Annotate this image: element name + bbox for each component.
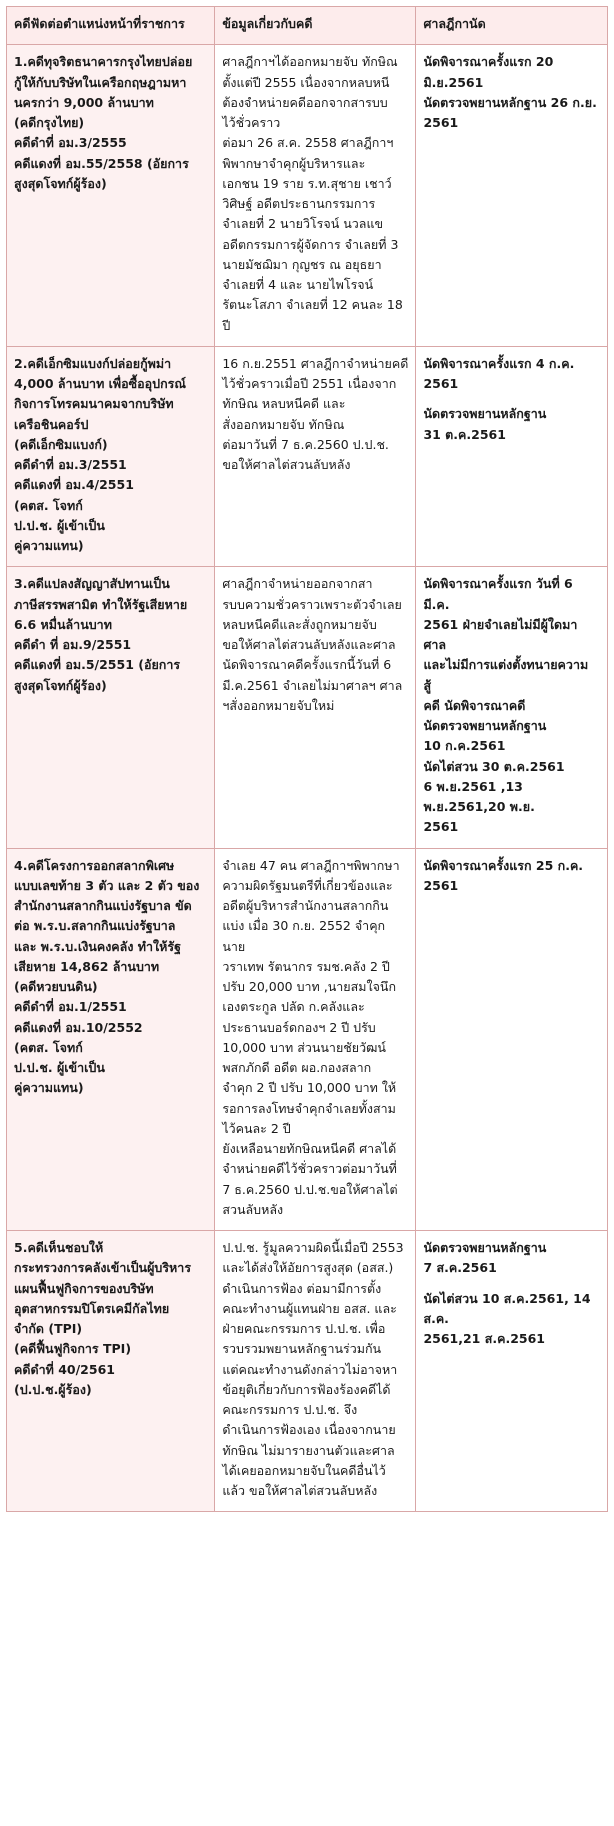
appointment-line: นัดไต่สวน 10 ส.ค.2561, 14 ส.ค.: [423, 1290, 591, 1326]
detail-line: จำเลย 47 คน ศาลฎีกาฯพิพากษา: [222, 857, 400, 873]
case-line: สำนักงานสลากกินแบ่งรัฐบาล ขัด: [14, 898, 192, 913]
detail-line: วิศิษฐ์ อดีตประธานกรรมการ: [222, 196, 376, 211]
detail-line: ศาลฎีกาฯได้ออกหมายจับ ทักษิณ: [222, 54, 398, 70]
table-body: [7, 45, 608, 1512]
detail-line: อดีตกรรมการผู้จัดการ จำเลยที่ 3: [222, 236, 399, 252]
case-line: อุตสาหกรรมปิโตรเคมีกัลไทย: [14, 1300, 170, 1316]
case-line: คดีดำ ที่ อม.9/2551: [14, 637, 132, 652]
cell-appointment: [416, 1231, 608, 1512]
case-line: 6.6 หมื่นล้านบาท: [14, 616, 112, 632]
case-line: เสียหาย 14,862 ล้านบาท: [14, 958, 160, 974]
case-line: ป.ป.ช. ผู้เข้าเป็น: [14, 1060, 105, 1075]
case-line: คดีดำที่ 40/2561: [14, 1361, 115, 1377]
table-row: [7, 567, 608, 848]
appointment-line: นัดไต่สวน 30 ต.ค.2561: [423, 758, 565, 774]
case-line: 4.คดีโครงการออกสลากพิเศษ: [14, 857, 175, 873]
cell-case: [7, 346, 215, 567]
case-line: เครือชินคอร์ป: [14, 416, 89, 432]
detail-line: จำคุก 2 ปี ปรับ 10,000 บาท ให้: [222, 1080, 397, 1096]
case-line: คดีแดงที่ อม.55/2558 (อัยการ: [14, 155, 189, 171]
detail-line: ประธานบอร์ดกองฯ 2 ปี ปรับ: [222, 1019, 376, 1035]
case-line: คดีดำที่ อม.3/2551: [14, 457, 127, 472]
table-row: [7, 346, 608, 567]
detail-line: ต้องจำหน่ายคดีออกจากสารบบ: [222, 94, 388, 110]
case-line: คู่ความแทน): [14, 538, 84, 553]
detail-line: ทักษิณ ไม่มารายงานตัวและศาล: [222, 1442, 395, 1458]
table-header-row: [7, 7, 608, 45]
detail-line: พิพากษาจำคุกผู้บริหารและ: [222, 155, 366, 171]
cell-case: [7, 1231, 215, 1512]
detail-line: ไว้ชั่วคราวเมื่อปี 2551 เนื่องจาก: [222, 376, 397, 391]
detail-line: ปรับ 20,000 บาท ,นายสมใจนึก: [222, 979, 397, 994]
appointment-line: 2561: [423, 115, 459, 130]
case-line: สูงสุดโจทก์ผู้ร้อง): [14, 677, 107, 693]
case-line: (คดีหวยบนดิน): [14, 979, 98, 994]
detail-line: ต่อมาวันที่ 7 ธ.ค.2560 ป.ป.ช.: [222, 436, 389, 452]
detail-line: นัดพิจารณาคดีครั้งแรกนี้วันที่ 6: [222, 657, 392, 673]
cell-appointment: [416, 567, 608, 848]
case-line: จำกัด (TPI): [14, 1321, 83, 1336]
detail-line: แบ่ง เมื่อ 30 ก.ย. 2552 จำคุก นาย: [222, 918, 386, 954]
detail-line: ทักษิณ หลบหนีคดี และ: [222, 396, 346, 412]
detail-line: สวนลับหลัง: [222, 1201, 284, 1217]
case-line: คดีแดงที่ อม.10/2552: [14, 1019, 143, 1035]
cell-appointment: [416, 848, 608, 1231]
detail-line: เองตระกูล ปลัด ก.คลังและ: [222, 999, 365, 1015]
detail-line: นายมัชฌิมา กุญชร ณ อยุธยา: [222, 256, 382, 272]
detail-line: รอการลงโทษจำคุกจำเลยทั้งสาม: [222, 1100, 396, 1116]
appointment-line: คดี นัดพิจารณาคดี: [423, 697, 526, 713]
case-table: [6, 6, 608, 1512]
cell-appointment: [416, 346, 608, 567]
table-row: [7, 45, 608, 347]
detail-line: วราเทพ รัตนากร รมช.คลัง 2 ปี: [222, 958, 390, 974]
appointment-line: 31 ต.ค.2561: [423, 426, 506, 442]
appointment-line: 2561 ฝ่ายจำเลยไม่มีผู้ใดมาศาล: [423, 616, 578, 652]
case-line: คู่ความแทน): [14, 1080, 84, 1096]
detail-line: ป.ป.ช. รู้มูลความผิดนี้เมื่อปี 2553: [222, 1240, 404, 1255]
detail-line: แต่คณะทำงานดังกล่าวไม่อาจหา: [222, 1361, 398, 1377]
detail-line: 16 ก.ย.2551 ศาลฎีกาจำหน่ายคดี: [222, 355, 409, 371]
cell-detail: [215, 848, 416, 1231]
appointment-line: 2561: [423, 819, 459, 835]
case-line: กระทรวงการคลังเข้าเป็นผู้บริหาร: [14, 1260, 192, 1276]
detail-line: เอกชน 19 ราย ร.ท.สุชาย เชาว์: [222, 175, 392, 191]
detail-line: รวบรวมพยานหลักฐานร่วมกัน: [222, 1341, 382, 1357]
appointment-line: นัดตรวจพยานหลักฐาน 26 ก.ย.: [423, 94, 597, 110]
detail-line: รัตนะโสภา จำเลยที่ 12 คนละ 18: [222, 297, 403, 313]
case-line: 4,000 ล้านบาท เพื่อซื้ออุปกรณ์: [14, 376, 186, 391]
detail-line: คณะทำงานผู้แทนฝ่าย อสส. และ: [222, 1300, 397, 1316]
appointment-line: 7 ส.ค.2561: [423, 1260, 497, 1276]
detail-line: อดีตผู้บริหารสำนักงานสลากกิน: [222, 898, 389, 913]
table-row: [7, 848, 608, 1231]
case-line: แผนฟื้นฟูกิจการของบริษัท: [14, 1280, 154, 1296]
detail-line: ศาลฎีกาจำหน่ายออกจากสา: [222, 576, 373, 592]
cell-detail: [215, 567, 416, 848]
case-line: และ พ.ร.บ.เงินคงคลัง ทำให้รัฐ: [14, 938, 181, 954]
case-line: 3.คดีแปลงสัญญาสัปทานเป็น: [14, 576, 170, 592]
detail-line: จำเลยที่ 2 นายวิโรจน์ นวลแข: [222, 216, 384, 232]
cell-detail: [215, 1231, 416, 1512]
case-line: (คดีกรุงไทย): [14, 115, 85, 130]
detail-line: แล้ว ขอให้ศาลไต่สวนลับหลัง: [222, 1483, 378, 1498]
case-line: (คตส. โจทก์: [14, 1039, 83, 1055]
appointment-line: นัดพิจารณาครั้งแรก วันที่ 6 มี.ค.: [423, 576, 573, 612]
column-header-appointment: ศาลฎีกานัด: [416, 7, 608, 45]
detail-line: ตั้งแต่ปี 2555 เนื่องจากหลบหนี: [222, 74, 390, 90]
appointment-line: นัดตรวจพยานหลักฐาน: [423, 406, 547, 422]
appointment-line: นัดพิจารณาครั้งแรก 20 มิ.ย.2561: [423, 54, 554, 90]
case-line: (คดีเอ็กซิมแบงก์): [14, 436, 108, 452]
case-line: คดีแดงที่ อม.4/2551: [14, 477, 134, 493]
detail-line: ต่อมา 26 ส.ค. 2558 ศาลฎีกาฯ: [222, 135, 394, 151]
case-line: คดีดำที่ อม.1/2551: [14, 999, 127, 1015]
detail-line: 7 ธ.ค.2560 ป.ป.ช.ขอให้ศาลไต่: [222, 1181, 398, 1197]
case-line: 1.คดีทุจริตธนาคารกรุงไทยปล่อย: [14, 54, 193, 70]
appointment-line: นัดตรวจพยานหลักฐาน: [423, 718, 547, 733]
detail-line: สั่งออกหมายจับ ทักษิณ: [222, 416, 345, 432]
case-line: ป.ป.ช. ผู้เข้าเป็น: [14, 517, 105, 533]
cell-case: [7, 567, 215, 848]
case-line: (คดีฟื้นฟูกิจการ TPI): [14, 1341, 132, 1357]
appointment-line: นัดตรวจพยานหลักฐาน: [423, 1240, 547, 1255]
detail-line: คณะกรรมการ ป.ป.ช. จึง: [222, 1402, 358, 1417]
column-header-detail: ข้อมูลเกี่ยวกับคดี: [215, 7, 416, 45]
detail-line: ฝ่ายคณะกรรมการ ป.ป.ช. เพื่อ: [222, 1321, 386, 1336]
case-line: (ป.ป.ช.ผู้ร้อง): [14, 1381, 92, 1397]
cell-case: [7, 45, 215, 347]
detail-line: ความผิดรัฐมนตรีที่เกี่ยวข้องและ: [222, 877, 393, 893]
case-line: แบบเลขท้าย 3 ตัว และ 2 ตัว ของ: [14, 877, 200, 893]
detail-line: ปี: [222, 317, 231, 333]
case-line: 5.คดีเห็นชอบให้: [14, 1240, 104, 1255]
case-line: กู้ให้กับบริษัทในเครือกฤษฎามหา: [14, 74, 187, 90]
column-header-case: คดีฟัดต่อตำแหน่งหน้าที่ราชการ: [7, 7, 215, 45]
appointment-line: นัดพิจารณาครั้งแรก 4 ก.ค. 2561: [423, 355, 575, 391]
cell-appointment: [416, 45, 608, 347]
detail-line: ขอให้ศาลไต่สวนลับหลังและศาล: [222, 637, 396, 652]
detail-line: ได้เคยออกหมายจับในคดีอื่นไว้: [222, 1462, 386, 1478]
table-row: [7, 1231, 608, 1512]
appointment-line: 6 พ.ย.2561 ,13 พ.ย.2561,20 พ.ย.: [423, 778, 535, 814]
appointment-line: นัดพิจารณาครั้งแรก 25 ก.ค. 2561: [423, 857, 584, 893]
case-line: คดีดำที่ อม.3/2555: [14, 135, 127, 151]
line-gap: [423, 1279, 600, 1289]
case-line: สูงสุดโจทก์ผู้ร้อง): [14, 175, 107, 191]
case-line: นครกว่า 9,000 ล้านบาท: [14, 94, 154, 110]
cell-detail: [215, 346, 416, 567]
detail-line: และได้ส่งให้อัยการสูงสุด (อสส.): [222, 1260, 394, 1276]
detail-line: ไว้ชั่วคราว: [222, 115, 281, 130]
detail-line: หลบหนีคดีและสั่งถูกหมายจับ: [222, 616, 377, 632]
appointment-line: และไม่มีการแต่งตั้งทนายความ สู้: [423, 657, 589, 693]
cell-case: [7, 848, 215, 1231]
detail-line: 10,000 บาท ส่วนนายชัยวัฒน์: [222, 1039, 386, 1055]
detail-line: ยังเหลือนายทักษิณหนีคดี ศาลได้: [222, 1141, 397, 1156]
case-line: คดีแดงที่ อม.5/2551 (อัยการ: [14, 657, 181, 673]
detail-line: จำหน่ายคดีไว้ชั่วคราวต่อมาวันที่: [222, 1161, 397, 1177]
detail-line: ดำเนินการฟ้องเอง เนื่องจากนาย: [222, 1422, 396, 1438]
case-line: 2.คดีเอ็กซิมแบงก์ปล่อยกู้พม่า: [14, 355, 172, 371]
line-gap: [423, 394, 600, 404]
case-line: กิจการโทรคมนาคมจากบริษัท: [14, 396, 174, 412]
detail-line: ฯสั่งออกหมายจับใหม่: [222, 697, 335, 713]
detail-line: ดำเนินการฟ้อง ต่อมามีการตั้ง: [222, 1280, 382, 1296]
appointment-line: 10 ก.ค.2561: [423, 738, 506, 754]
detail-line: พสกภักดี อดีต ผอ.กองสลาก: [222, 1060, 372, 1075]
appointment-line: 2561,21 ส.ค.2561: [423, 1331, 546, 1346]
detail-line: มี.ค.2561 จำเลยไม่มาศาลฯ ศาล: [222, 677, 403, 693]
detail-line: ขอให้ศาลไต่สวนลับหลัง: [222, 457, 351, 472]
detail-line: จำเลยที่ 4 และ นายไพโรจน์: [222, 277, 374, 292]
table-header: [7, 7, 608, 45]
detail-line: ไว้คนละ 2 ปี: [222, 1120, 291, 1136]
detail-line: รบบความชั่วคราวเพราะตัวจำเลย: [222, 596, 402, 612]
case-line: ต่อ พ.ร.บ.สลากกินแบ่งรัฐบาล: [14, 918, 176, 934]
case-line: (คตส. โจทก์: [14, 497, 83, 513]
detail-line: ข้อยุติเกี่ยวกับการฟ้องร้องคดีได้: [222, 1381, 391, 1397]
cell-detail: [215, 45, 416, 347]
case-line: ภาษีสรรพสามิต ทำให้รัฐเสียหาย: [14, 596, 188, 612]
